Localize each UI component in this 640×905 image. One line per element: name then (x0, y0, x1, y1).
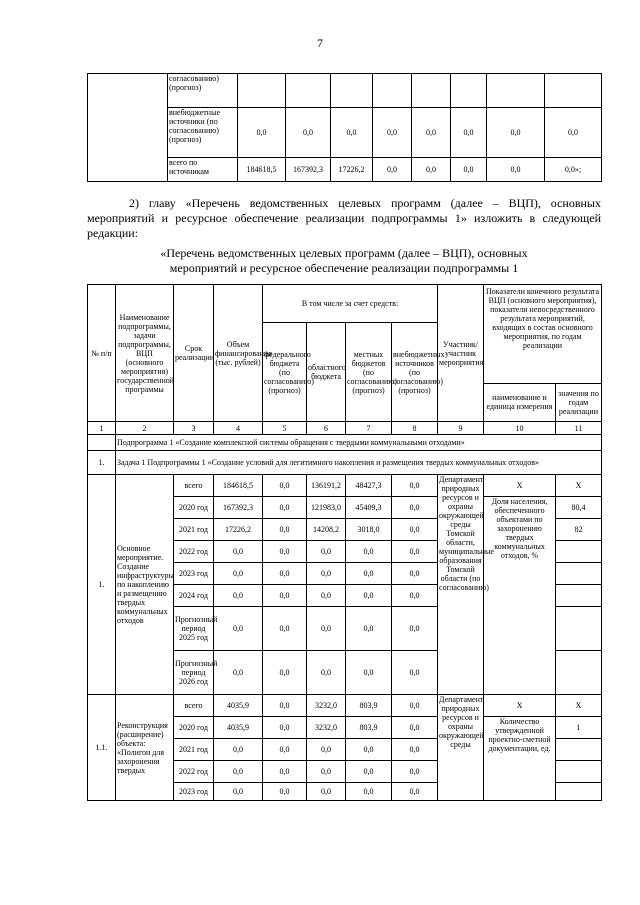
column-number: 6 (307, 422, 346, 435)
federal-cell: 0,0 (263, 563, 307, 585)
table-cell: 0,0 (545, 108, 602, 158)
period-cell: 2023 год (174, 783, 214, 801)
indicator-text: Доля населения, обеспеченного объектами по захоронению твердых коммунальных отходов, % (484, 497, 556, 695)
local-cell: 0,0 (346, 739, 392, 761)
table-cell: 0,0 (412, 158, 451, 182)
header-term: Срок реализации (174, 285, 214, 422)
regional-cell: 0,0 (307, 651, 346, 695)
column-number: 4 (214, 422, 263, 435)
subprogram-row (88, 435, 602, 451)
event-name: Реконструкция (расширение) объекта: «Полигон для захоронения твердых (116, 695, 174, 801)
table-cell (451, 74, 487, 108)
local-cell: 0,0 (346, 541, 392, 563)
extra-cell: 0,0 (392, 739, 438, 761)
table-cell: 0,0 (331, 108, 373, 158)
local-cell: 48427,3 (346, 475, 392, 497)
header-regional: областного бюджета (307, 323, 346, 422)
extra-cell: 0,0 (392, 585, 438, 607)
local-cell: 803,9 (346, 717, 392, 739)
column-number: 9 (438, 422, 484, 435)
local-cell: 803,9 (346, 695, 392, 717)
table-cell: 17226,2 (331, 158, 373, 182)
period-cell: Прогнозный период 2026 год (174, 651, 214, 695)
indicator-name-cell: X (484, 695, 556, 717)
column-number: 2 (116, 422, 174, 435)
extra-cell: 0,0 (392, 497, 438, 519)
indicator-value-cell (556, 783, 602, 801)
indicator-value-cell: 1 (556, 717, 602, 739)
table-cell: 0,0 (286, 108, 331, 158)
table-cell: 167392,3 (286, 158, 331, 182)
participant-cell: Департамент природных ресурсов и охраны окружающей среды Томской области, муниципальные образования Томской области (по согласованию) (438, 475, 484, 695)
extra-cell: 0,0 (392, 607, 438, 651)
header-federal: федерального бюджета (по согласованию) (прогноз) (263, 323, 307, 422)
column-number: 3 (174, 422, 214, 435)
source-label: внебюджетные источники (по согласованию) (прогноз) (168, 108, 238, 158)
empty-cell (88, 435, 116, 451)
federal-cell: 0,0 (263, 783, 307, 801)
regional-cell: 136191,2 (307, 475, 346, 497)
table-row (88, 475, 602, 497)
volume-cell: 0,0 (214, 761, 263, 783)
regional-cell: 0,0 (307, 563, 346, 585)
empty-cell (88, 74, 168, 182)
table-cell: 0,0 (412, 108, 451, 158)
table-cell: 0,0»; (545, 158, 602, 182)
federal-cell: 0,0 (263, 585, 307, 607)
table-cell (286, 74, 331, 108)
local-cell: 0,0 (346, 607, 392, 651)
previous-resources-table (87, 73, 602, 182)
table-cell: 0,0 (451, 108, 487, 158)
volume-cell: 0,0 (214, 783, 263, 801)
local-cell: 0,0 (346, 651, 392, 695)
regional-cell: 14208,2 (307, 519, 346, 541)
subprogram-title: Подпрограмма 1 «Создание комплексной системы обращения с твердыми коммунальными отходами» (116, 435, 602, 451)
federal-cell: 0,0 (263, 519, 307, 541)
indicator-value-cell (556, 739, 602, 761)
period-cell: 2023 год (174, 563, 214, 585)
volume-cell: 4035,9 (214, 695, 263, 717)
participant-cell: Департамент природных ресурсов и охраны окружающей среды (438, 695, 484, 801)
indicator-value-cell (556, 651, 602, 695)
volume-cell: 17226,2 (214, 519, 263, 541)
table-cell: 0,0 (373, 158, 412, 182)
table-cell (487, 74, 545, 108)
period-cell: 2021 год (174, 519, 214, 541)
header-name: Наименование подпрограммы, задачи подпрограммы, ВЦП (основного мероприятия) государственной программы (116, 285, 174, 422)
extra-cell: 0,0 (392, 475, 438, 497)
indicator-value-cell: 82 (556, 519, 602, 541)
programs-table (87, 284, 602, 801)
table-cell (545, 74, 602, 108)
indicator-value-cell (556, 761, 602, 783)
indicator-value-cell: X (556, 695, 602, 717)
header-indicator: Показатели конечного результата ВЦП (основного мероприятия), показатели непосредственного результата мероприятий, входящих в состав основного мероприятия, по годам реализации (485, 287, 600, 350)
table-cell: 0,0 (487, 108, 545, 158)
federal-cell: 0,0 (263, 739, 307, 761)
table-cell: 0,0 (487, 158, 545, 182)
task-row (88, 451, 602, 475)
period-cell: 2022 год (174, 541, 214, 563)
regional-cell: 0,0 (307, 761, 346, 783)
source-label: всего по источникам (168, 158, 238, 182)
regional-cell: 0,0 (307, 585, 346, 607)
federal-cell: 0,0 (263, 475, 307, 497)
local-cell: 0,0 (346, 563, 392, 585)
volume-cell: 184618,5 (214, 475, 263, 497)
table-cell (412, 74, 451, 108)
header-indicator-group (484, 285, 602, 422)
local-cell: 0,0 (346, 783, 392, 801)
local-cell: 0,0 (346, 761, 392, 783)
extra-cell: 0,0 (392, 541, 438, 563)
volume-cell: 0,0 (214, 585, 263, 607)
regional-cell: 3232,0 (307, 717, 346, 739)
indicator-value-cell: 80,4 (556, 497, 602, 519)
indicator-header (484, 285, 601, 421)
period-cell: 2020 год (174, 717, 214, 739)
source-label: согласованию) (прогноз) (168, 74, 238, 108)
volume-cell: 167392,3 (214, 497, 263, 519)
volume-cell: 0,0 (214, 563, 263, 585)
table-row (88, 74, 602, 108)
page-number: 7 (317, 36, 323, 50)
indicator-value-cell (556, 541, 602, 563)
column-number: 8 (392, 422, 438, 435)
task-num: 1. (88, 451, 116, 475)
period-cell: всего (174, 695, 214, 717)
regional-cell: 0,0 (307, 783, 346, 801)
extra-cell: 0,0 (392, 783, 438, 801)
local-cell: 0,0 (346, 585, 392, 607)
regional-cell: 0,0 (307, 739, 346, 761)
local-cell: 3018,0 (346, 519, 392, 541)
header-local: местных бюджетов (по согласованию) (прогноз) (346, 323, 392, 422)
local-cell: 45409,3 (346, 497, 392, 519)
federal-cell: 0,0 (263, 761, 307, 783)
column-number: 10 (484, 422, 556, 435)
task-title: Задача 1 Подпрограммы 1 «Создание условий для легитимного накопления и размещения твердых коммунальных отходов» (116, 451, 602, 475)
volume-cell: 0,0 (214, 739, 263, 761)
event-num: 1.1. (88, 695, 116, 801)
header-incl: В том числе за счет средств: (263, 285, 438, 323)
indicator-value-cell (556, 607, 602, 651)
period-cell: 2021 год (174, 739, 214, 761)
period-cell: 2024 год (174, 585, 214, 607)
extra-cell: 0,0 (392, 761, 438, 783)
extra-cell: 0,0 (392, 717, 438, 739)
extra-cell: 0,0 (392, 563, 438, 585)
period-cell: 2020 год (174, 497, 214, 519)
amendment-paragraph: 2) главу «Перечень ведомственных целевых программ (далее – ВЦП), основных мероприятий и ресурсное обеспечение реализации подпрограммы 1» изложить в следующей редакции: (87, 196, 601, 240)
header-extra: внебюджетных источников (по согласованию) (прогноз) (392, 323, 438, 422)
column-number: 5 (263, 422, 307, 435)
regional-cell: 121983,0 (307, 497, 346, 519)
header-indicator-name: наименование и единица измерения (484, 383, 555, 421)
event-name: Основное мероприятие. Создание инфраструктуры по накоплению и размещению твердых коммунальных отходов (116, 475, 174, 695)
volume-cell: 4035,9 (214, 717, 263, 739)
column-number: 1 (88, 422, 116, 435)
federal-cell: 0,0 (263, 607, 307, 651)
table-cell: 184618,5 (238, 158, 286, 182)
federal-cell: 0,0 (263, 541, 307, 563)
indicator-name-cell: X (484, 475, 556, 497)
table-row (88, 695, 602, 717)
period-cell: 2022 год (174, 761, 214, 783)
extra-cell: 0,0 (392, 519, 438, 541)
volume-cell: 0,0 (214, 541, 263, 563)
table-cell (373, 74, 412, 108)
header-volume: Объем финансирования (тыс. рублей) (214, 285, 263, 422)
extra-cell: 0,0 (392, 651, 438, 695)
federal-cell: 0,0 (263, 651, 307, 695)
table-cell: 0,0 (373, 108, 412, 158)
volume-cell: 0,0 (214, 651, 263, 695)
table-title-line-1: «Перечень ведомственных целевых программ (далее – ВЦП), основных (160, 246, 528, 260)
header-indicator-value: значения по годам реализации (555, 383, 601, 421)
event-num: 1. (88, 475, 116, 695)
column-number: 7 (346, 422, 392, 435)
volume-cell: 0,0 (214, 607, 263, 651)
period-cell: Прогнозный период 2025 год (174, 607, 214, 651)
table-title-line-2: мероприятий и ресурсное обеспечение реализации подпрограммы 1 (169, 261, 519, 275)
column-number: 11 (556, 422, 602, 435)
indicator-value-cell (556, 585, 602, 607)
indicator-value-cell: X (556, 475, 602, 497)
federal-cell: 0,0 (263, 497, 307, 519)
federal-cell: 0,0 (263, 695, 307, 717)
extra-cell: 0,0 (392, 695, 438, 717)
table-cell (331, 74, 373, 108)
period-cell: всего (174, 475, 214, 497)
table-cell: 0,0 (238, 108, 286, 158)
indicator-value-cell (556, 563, 602, 585)
table-cell: 0,0 (451, 158, 487, 182)
indicator-text: Количество утвержденной проектно-сметной документации, ед. (484, 717, 556, 801)
federal-cell: 0,0 (263, 717, 307, 739)
table-cell (238, 74, 286, 108)
header-num: № п/п (88, 285, 116, 422)
header-participant: Участник/ участник мероприятия (438, 285, 484, 422)
regional-cell: 0,0 (307, 541, 346, 563)
regional-cell: 0,0 (307, 607, 346, 651)
column-numbers-row (88, 422, 602, 435)
regional-cell: 3232,0 (307, 695, 346, 717)
